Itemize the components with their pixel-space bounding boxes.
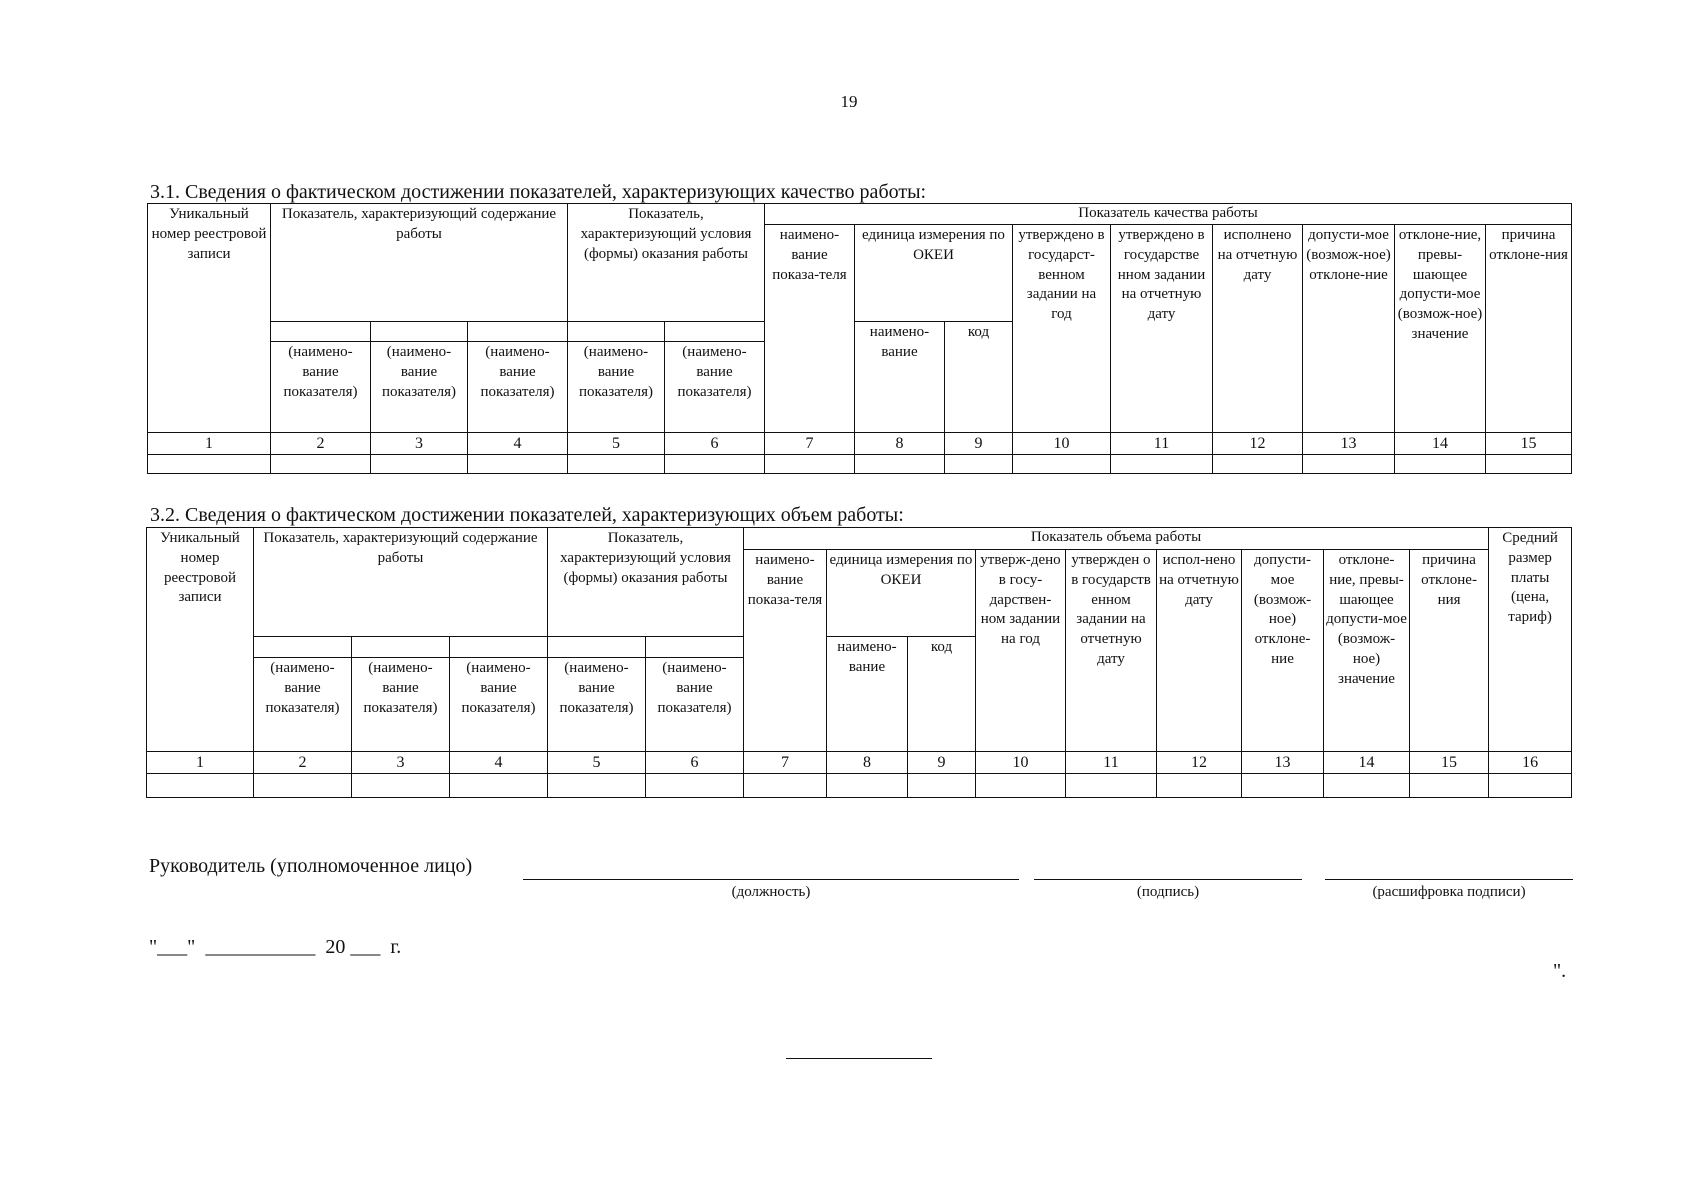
data-cell[interactable]	[1242, 774, 1324, 798]
header-allowed-deviation: допусти-мое (возмож-ное) отклоне-ние	[1242, 550, 1324, 752]
header-volume-group: Показатель объема работы	[744, 528, 1489, 550]
column-number: 6	[665, 433, 765, 455]
sub-indicator-name: (наимено-вание показателя)	[665, 342, 765, 433]
blank-cell	[271, 322, 371, 342]
header-average-payment: Средний размер платы (цена, тариф)	[1489, 528, 1572, 752]
data-cell[interactable]	[1395, 455, 1486, 474]
column-number: 9	[908, 752, 976, 774]
column-number: 5	[568, 433, 665, 455]
decryption-caption: (расшифровка подписи)	[1372, 884, 1526, 900]
header-unique-number: Уникальный номер реестровой записи	[148, 204, 271, 433]
sub-indicator-name: (наимено-вание показателя)	[468, 342, 568, 433]
column-number: 4	[450, 752, 548, 774]
signature-line[interactable]	[1034, 879, 1302, 880]
header-unit-code: код	[945, 322, 1013, 433]
column-number: 1	[147, 752, 254, 774]
data-cell[interactable]	[1303, 455, 1395, 474]
signature-label: Руководитель (уполномоченное лицо)	[149, 855, 473, 877]
date-line: "___" ___________ 20 ___ г.	[149, 936, 402, 958]
data-cell[interactable]	[827, 774, 908, 798]
data-cell[interactable]	[646, 774, 744, 798]
sub-indicator-name: (наимено-вание показателя)	[371, 342, 468, 433]
header-reason: причина отклоне-ния	[1486, 225, 1572, 433]
data-cell[interactable]	[908, 774, 976, 798]
section-title-volume: 3.2. Сведения о фактическом достижении показателей, характеризующих объем работы:	[150, 504, 904, 526]
blank-cell	[646, 637, 744, 658]
data-cell[interactable]	[665, 455, 765, 474]
page-number: 19	[840, 92, 858, 111]
data-cell[interactable]	[1157, 774, 1242, 798]
data-cell[interactable]	[945, 455, 1013, 474]
sub-indicator-name: (наимено-вание показателя)	[271, 342, 371, 433]
data-cell[interactable]	[568, 455, 665, 474]
header-approved-year: утверждено в государст-венном задании на год	[1013, 225, 1111, 433]
column-number: 9	[945, 433, 1013, 455]
column-number: 7	[744, 752, 827, 774]
sub-indicator-name: (наимено-вание показателя)	[254, 658, 352, 752]
header-unit-code: код	[908, 637, 976, 752]
column-number: 10	[976, 752, 1066, 774]
column-number: 10	[1013, 433, 1111, 455]
column-number: 15	[1410, 752, 1489, 774]
header-condition-indicator: Показатель, характеризующий условия (формы) оказания работы	[568, 204, 765, 322]
header-approved-date: утвержден о в государств енном задании на отчетную дату	[1066, 550, 1157, 752]
position-caption: (должность)	[731, 884, 811, 900]
column-number: 2	[271, 433, 371, 455]
signature-caption: (подпись)	[1136, 884, 1200, 900]
header-condition-indicator: Показатель, характеризующий условия (формы) оказания работы	[548, 528, 744, 637]
header-reason: причина отклоне-ния	[1410, 550, 1489, 752]
column-number: 5	[548, 752, 646, 774]
header-executed: испол-нено на отчетную дату	[1157, 550, 1242, 752]
header-excess-deviation: отклоне-ние, превы-шающее допусти-мое (возмож-ное) значение	[1324, 550, 1410, 752]
column-number: 1	[148, 433, 271, 455]
header-content-indicator: Показатель, характеризующий содержание работы	[271, 204, 568, 322]
column-number: 8	[827, 752, 908, 774]
column-number: 6	[646, 752, 744, 774]
sub-indicator-name: (наимено-вание показателя)	[450, 658, 548, 752]
data-cell[interactable]	[254, 774, 352, 798]
column-number: 7	[765, 433, 855, 455]
data-cell[interactable]	[1486, 455, 1572, 474]
column-number: 14	[1324, 752, 1410, 774]
blank-cell	[548, 637, 646, 658]
column-number: 12	[1213, 433, 1303, 455]
header-approved-date: утверждено в государстве нном задании на отчетную дату	[1111, 225, 1213, 433]
column-number: 14	[1395, 433, 1486, 455]
blank-cell	[371, 322, 468, 342]
data-cell[interactable]	[147, 774, 254, 798]
header-indicator-name: наимено-вание показа-теля	[765, 225, 855, 433]
header-approved-year: утверж-дено в госу-дарствен-ном задании на год	[976, 550, 1066, 752]
sub-indicator-name: (наимено-вание показателя)	[352, 658, 450, 752]
section-title-quality: 3.1. Сведения о фактическом достижении показателей, характеризующих качество работы:	[150, 181, 927, 203]
footnote-separator	[786, 1058, 932, 1059]
data-cell[interactable]	[744, 774, 827, 798]
column-number: 16	[1489, 752, 1572, 774]
column-number: 11	[1111, 433, 1213, 455]
data-cell[interactable]	[271, 455, 371, 474]
column-number: 4	[468, 433, 568, 455]
header-content-indicator: Показатель, характеризующий содержание работы	[254, 528, 548, 637]
blank-cell	[468, 322, 568, 342]
column-number: 3	[352, 752, 450, 774]
data-cell[interactable]	[765, 455, 855, 474]
column-number: 15	[1486, 433, 1572, 455]
column-number: 13	[1303, 433, 1395, 455]
header-unique-number: Уникальный номер реестровой записи	[147, 528, 254, 752]
column-number: 3	[371, 433, 468, 455]
column-number: 8	[855, 433, 945, 455]
data-cell[interactable]	[1324, 774, 1410, 798]
header-unit-name: наимено-вание	[827, 637, 908, 752]
header-executed: исполнено на отчетную дату	[1213, 225, 1303, 433]
data-cell[interactable]	[976, 774, 1066, 798]
data-cell[interactable]	[1213, 455, 1303, 474]
sub-indicator-name: (наимено-вание показателя)	[568, 342, 665, 433]
header-unit: единица измерения по ОКЕИ	[855, 225, 1013, 322]
data-cell[interactable]	[855, 455, 945, 474]
sub-indicator-name: (наимено-вание показателя)	[548, 658, 646, 752]
data-cell[interactable]	[1013, 455, 1111, 474]
position-line[interactable]	[523, 879, 1019, 880]
data-cell[interactable]	[1410, 774, 1489, 798]
column-number: 11	[1066, 752, 1157, 774]
data-cell[interactable]	[1111, 455, 1213, 474]
header-indicator-name: наимено-вание показа-теля	[744, 550, 827, 752]
header-unit-name: наимено-вание	[855, 322, 945, 433]
blank-cell	[665, 322, 765, 342]
blank-cell	[450, 637, 548, 658]
data-cell[interactable]	[352, 774, 450, 798]
volume-table	[146, 527, 1572, 798]
data-cell[interactable]	[468, 455, 568, 474]
data-cell[interactable]	[1489, 774, 1572, 798]
header-allowed-deviation: допусти-мое (возмож-ное) отклоне-ние	[1303, 225, 1395, 433]
header-quality-group: Показатель качества работы	[765, 204, 1572, 225]
column-number: 13	[1242, 752, 1324, 774]
data-cell[interactable]	[548, 774, 646, 798]
data-cell[interactable]	[148, 455, 271, 474]
sub-indicator-name: (наимено-вание показателя)	[646, 658, 744, 752]
blank-cell	[254, 637, 352, 658]
decryption-line[interactable]	[1325, 879, 1573, 880]
column-number: 12	[1157, 752, 1242, 774]
header-excess-deviation: отклоне-ние, превы-шающее допусти-мое (возмож-ное) значение	[1395, 225, 1486, 433]
column-number: 2	[254, 752, 352, 774]
closing-quote: ".	[1553, 960, 1567, 982]
blank-cell	[568, 322, 665, 342]
data-cell[interactable]	[1066, 774, 1157, 798]
quality-table	[147, 203, 1572, 474]
data-cell[interactable]	[371, 455, 468, 474]
header-unit: единица измерения по ОКЕИ	[827, 550, 976, 637]
blank-cell	[352, 637, 450, 658]
data-cell[interactable]	[450, 774, 548, 798]
